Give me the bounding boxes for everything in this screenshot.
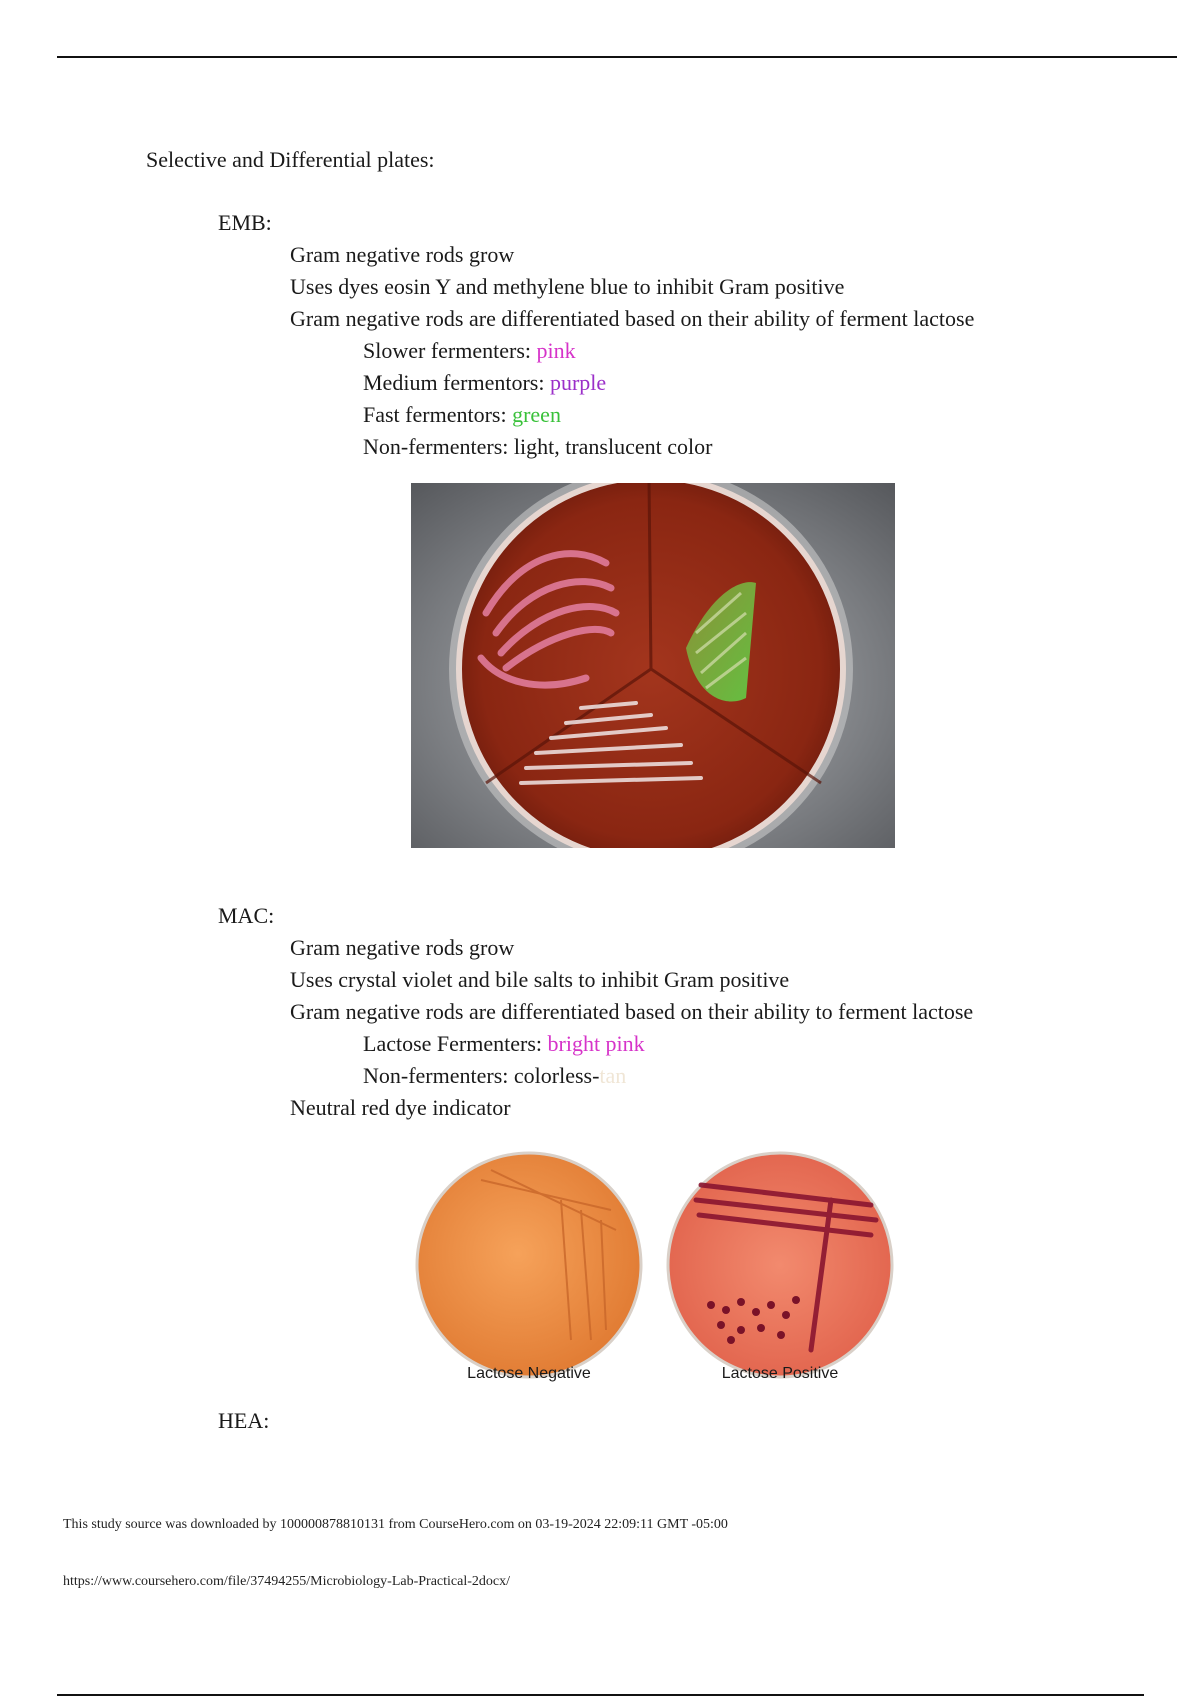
- section-heading: Selective and Differential plates:: [146, 147, 435, 172]
- emb-result: [363, 370, 606, 396]
- hea-title: HEA:: [218, 1408, 270, 1433]
- mac-result-label: Non-fermenters: colorless-: [363, 1063, 600, 1088]
- mac-indicator: Neutral red dye indicator: [290, 1095, 511, 1120]
- emb-result: [363, 434, 712, 460]
- mac-result-color: bright pink: [547, 1031, 645, 1056]
- lactose-negative-plate: [417, 1153, 641, 1377]
- emb-result-color: pink: [536, 338, 576, 363]
- emb-point: Gram negative rods grow: [290, 242, 515, 267]
- lactose-negative-label: Lactose Negative: [467, 1365, 591, 1382]
- emb-result-label: Non-fermenters: light, translucent color: [363, 434, 713, 459]
- emb-point: Uses dyes eosin Y and methylene blue to inhibit Gram positive: [290, 274, 845, 299]
- mac-result-color: tan: [599, 1063, 627, 1088]
- mac-result: [363, 1031, 645, 1057]
- mac-title: MAC:: [218, 903, 275, 928]
- mac-point: Gram negative rods grow: [290, 935, 515, 960]
- emb-point: Gram negative rods are differentiated based on their ability of ferment lactose: [290, 306, 975, 331]
- emb-result-label: Slower fermenters:: [363, 338, 537, 363]
- mac-result: [363, 1063, 626, 1089]
- top-rule: [57, 56, 1177, 58]
- emb-title: EMB:: [218, 210, 272, 235]
- download-note: This study source was downloaded by 100000878810131 from CourseHero.com on 03-19-2024 22:09:11 GMT -05:00: [63, 1517, 728, 1532]
- emb-result: [363, 338, 576, 364]
- emb-result-label: Medium fermentors:: [363, 370, 550, 395]
- mac-result-label: Lactose Fermenters:: [363, 1031, 548, 1056]
- bottom-rule: [57, 1694, 1144, 1696]
- emb-result-label: Fast fermentors:: [363, 402, 513, 427]
- mac-point: Gram negative rods are differentiated based on their ability to ferment lactose: [290, 999, 974, 1024]
- source-url[interactable]: https://www.coursehero.com/file/37494255/Microbiology-Lab-Practical-2docx/: [63, 1574, 510, 1589]
- emb-result-color: green: [512, 402, 561, 427]
- mac-plates-photo: [411, 1140, 895, 1390]
- emb-plate-photo: [411, 483, 895, 848]
- emb-result: [363, 402, 561, 428]
- lactose-positive-label: Lactose Positive: [721, 1365, 839, 1382]
- mac-point: Uses crystal violet and bile salts to inhibit Gram positive: [290, 967, 790, 992]
- emb-result-color: purple: [549, 370, 607, 395]
